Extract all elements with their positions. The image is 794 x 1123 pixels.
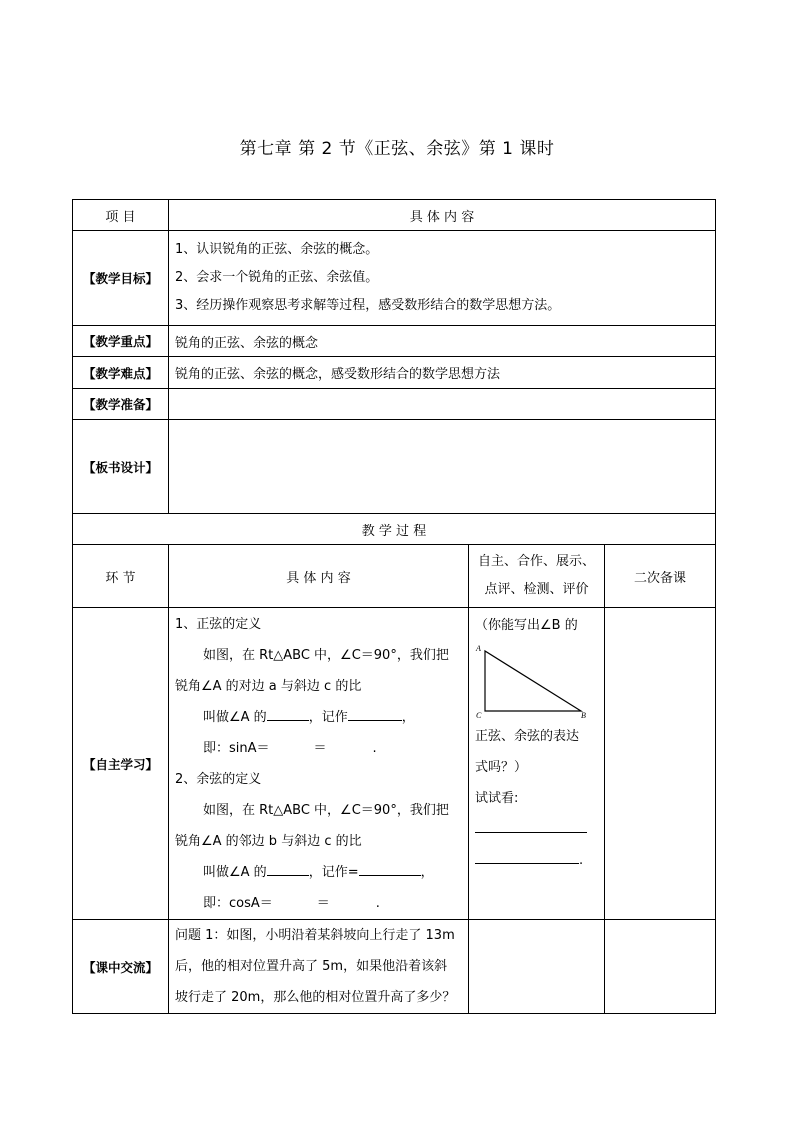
difficulties-text: 锐角的正弦、余弦的概念，感受数形结合的数学思想方法	[169, 357, 716, 389]
process-title-row	[73, 514, 716, 545]
sine-formula-line: 即：sinA＝ ＝ .	[203, 740, 377, 756]
board-design-text	[169, 420, 716, 514]
cos-line: 如图，在 Rt△ABC 中，∠C＝90°，我们把	[203, 802, 449, 818]
lesson-plan-table	[72, 199, 716, 1014]
self-study-notes	[605, 608, 716, 920]
cos-line: 锐角∠A 的邻边 b 与斜边 c 的比	[175, 833, 362, 849]
header-content: 具 体 内 容	[169, 200, 716, 231]
class-exchange-row	[73, 920, 716, 1014]
objectives-content	[169, 231, 716, 326]
blank-line	[267, 706, 309, 721]
vertex-label-c: C	[476, 711, 482, 720]
key-points-row	[73, 326, 716, 357]
key-points-label: 【教学重点】	[73, 326, 169, 357]
self-study-row	[73, 608, 716, 920]
process-header-row	[73, 545, 716, 608]
self-study-content	[169, 608, 469, 920]
vertex-label-a: A	[476, 644, 481, 653]
right-triangle-figure	[471, 641, 589, 721]
blank-line	[267, 861, 309, 876]
class-exchange-notes	[605, 920, 716, 1014]
self-study-activity	[469, 608, 605, 920]
problem-line: 问题 1：如图，小明沿着某斜坡向上行走了 13m	[175, 928, 455, 943]
blank-line	[348, 706, 402, 721]
process-col-content: 具 体 内 容	[169, 545, 469, 608]
preparation-text	[169, 389, 716, 420]
objectives-row	[73, 231, 716, 326]
blank-line	[359, 861, 421, 876]
process-col-mode	[469, 545, 605, 608]
board-design-label: 【板书设计】	[73, 420, 169, 514]
activity-line: 试试看:	[475, 791, 519, 806]
process-col-notes: 二次备课	[605, 545, 716, 608]
vertex-label-b: B	[581, 711, 586, 720]
process-col-mode-line: 自主、合作、展示、	[477, 554, 595, 569]
sine-line: 锐角∠A 的对边 a 与斜边 c 的比	[175, 678, 362, 694]
sine-name-line: 叫做∠A 的 ，记作 ，	[175, 702, 462, 733]
answer-line-2: .	[475, 845, 598, 876]
activity-line: （你能写出∠B 的	[475, 618, 578, 633]
class-exchange-label: 【课中交流】	[73, 920, 169, 1014]
class-exchange-activity	[469, 920, 605, 1014]
key-points-text: 锐角的正弦、余弦的概念	[169, 326, 716, 357]
answer-line-1	[475, 814, 598, 845]
page-title: 第七章 第 2 节《正弦、余弦》第 1 课时	[239, 139, 555, 159]
activity-line: 正弦、余弦的表达	[475, 729, 580, 744]
objective-item: 3、经历操作观察思考求解等过程，感受数形结合的数学思想方法。	[175, 298, 561, 313]
problem-line: 后，他的相对位置升高了 5m，如果他沿着该斜	[175, 959, 448, 974]
preparation-row	[73, 389, 716, 420]
header-item: 项 目	[73, 200, 169, 231]
sine-line: 如图，在 Rt△ABC 中，∠C＝90°，我们把	[203, 647, 449, 663]
cos-name-line: 叫做∠A 的 ，记作= ，	[175, 857, 462, 888]
self-study-label: 【自主学习】	[73, 608, 169, 920]
objective-item: 2、会求一个锐角的正弦、余弦值。	[175, 270, 379, 285]
board-design-row	[73, 420, 716, 514]
cos-heading: 2、余弦的定义	[175, 771, 262, 787]
process-title: 教 学 过 程	[73, 514, 716, 545]
objectives-label: 【教学目标】	[73, 231, 169, 326]
sine-heading: 1、正弦的定义	[175, 616, 262, 632]
table-header-row	[73, 200, 716, 231]
objective-item: 1、认识锐角的正弦、余弦的概念。	[175, 242, 379, 257]
difficulties-row	[73, 357, 716, 389]
process-col-mode-line: 点评、检测、评价	[484, 582, 589, 597]
process-col-stage: 环 节	[73, 545, 169, 608]
cos-formula-line: 即：cosA＝ ＝ .	[203, 895, 380, 911]
activity-line: 式吗？）	[475, 760, 528, 775]
class-exchange-content	[169, 920, 469, 1014]
difficulties-label: 【教学难点】	[73, 357, 169, 389]
problem-line: 坡行走了 20m，那么他的相对位置升高了多少？	[175, 990, 456, 1005]
preparation-label: 【教学准备】	[73, 389, 169, 420]
